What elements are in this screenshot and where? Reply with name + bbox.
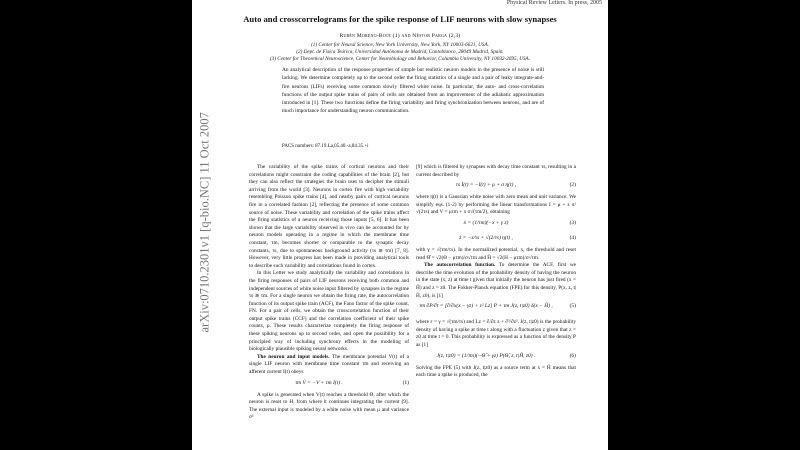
authors: Rubén Moreno-Bote (1) and Néstor Parga (2,3) xyxy=(339,33,461,39)
journal-note: Physical Review Letters. In press, 2005 xyxy=(506,0,602,6)
pacs-numbers: PACS numbers: 87.19.La,05.40.-a,84.35.+i xyxy=(282,144,369,149)
equation-4 xyxy=(416,232,576,247)
equation-2-number: (2) xyxy=(569,182,576,189)
affiliation-1: (1) Center for Neural Science, New York University, New York, NY 10003-6621, USA. xyxy=(311,42,489,48)
equation-3 xyxy=(416,217,576,232)
equation-6-number: (6) xyxy=(569,352,576,359)
intro-paragraph: The variability of the spike trains of cortical neurons and their correlations might constraint the coding capabilities of the brain [2], but they can also reflect the strategies the brain uses to decipher the stimuli arriving from the world [3]. Neurons in cortex fire with high variability resembling Poisson spike trains [4], and nearby pairs of cortical neurons fire in a correlated fashion [2], reflecting the presence of some common source of noise. These variability and correlation of the spike trains affect the firing statistics of a neuron receiving those inputs [5, 6]. It has been shown that the large variability observed in vivo can be accounted for by neuron models operating in a regime in which the membrane time constant, τm, becomes shorter or comparable to the synaptic decay constants, τs, due to spontaneous background activity (τs ≳ τm) [7, 8]. However, very little progress has been made in providing analytical tools to describe such variability and correlations found in cortex. xyxy=(249,164,409,269)
last-paragraph: Solving the FPE (5) with J(z, t|z0) as a source term at x = Ĥ means that each time a spike is produced, the xyxy=(416,364,576,379)
model-text: The membrane potential V(t) of a single LIF neuron with membrane time constant τm and receiving an afferent current I(t) obeys xyxy=(249,353,409,376)
model-paragraph xyxy=(249,354,409,377)
equation-2-body: τs İ(t) = −I(t) + μ + σ η(t) , xyxy=(455,182,517,189)
equation-3-number: (3) xyxy=(569,219,576,226)
equation-6 xyxy=(416,350,576,365)
equation-1-body: τm V̇ = −V + τm I(t) . xyxy=(295,379,343,386)
after-eq4-paragraph: with γ = √(τm/τs). In the normalized potential, x, the threshold and reset read Θ̂ = √2(Θ − μτm)/σ√τm and Ĥ = √2(H − μτm)/σ√τm. xyxy=(416,246,576,261)
after-eq1-paragraph: A spike is generated when V(t) reaches a threshold Θ, after which the neuron is reset to H, from where it continues integrating the current [9]. The external input is modeled by a white noise with mean μ and variance σ² xyxy=(249,391,409,421)
after-eq5-paragraph: where ε = γ = √(τm/τs) and Lz = ∂/∂z z + ∂²/∂z². J(z, t|z0) is the probability density of having a spike at time t along with a fluctuation z given that z = z0 at time t = 0. This probability is expressed as a function of the density P as [1] xyxy=(416,319,576,348)
equation-1 xyxy=(249,377,409,392)
arxiv-stamp: arXiv:0710.2301v1 [q-bio.NC] 11 Oct 2007 xyxy=(197,112,212,333)
left-column xyxy=(249,164,409,422)
after-eq2-paragraph: where η(t) is a Gaussian white noise with zero mean and unit variance. We simplify eqs. (1-2) by performing the linear transformations I = μ + z σ/√(2τs) and V = μτm + x σ√(τm/2), obtaining xyxy=(416,194,576,216)
equation-6-body: J(z, t|z0) = (1/τm)(−Θ̂ + γz) P(Θ̂, z, t|Ĥ, z0) . xyxy=(436,352,536,359)
paper-title: Auto and crosscorrelograms for the spike response of LIF neurons with slow synapses xyxy=(243,14,557,24)
affiliation-3: (3) Center for Theoretical Neuroscience, Center for Neurobiology and Behavior, Columbia University, NY 10032-2695, USA. xyxy=(269,56,531,62)
right-column xyxy=(416,164,576,380)
equation-5 xyxy=(416,300,576,319)
affiliation-2: (2) Dept. de Física Teórica, Universidad Autónoma de Madrid, Cantoblanco, 28049 Madrid, Spain. xyxy=(296,49,504,55)
equation-1-number: (1) xyxy=(402,379,409,386)
equation-3-body: ẋ = (1/τm)(−x + γ z) xyxy=(463,219,509,226)
right-intro: [9] which is filtered by synapses with decay time constant τs, resulting in a current described by xyxy=(416,164,576,178)
equation-4-number: (4) xyxy=(569,234,576,241)
second-paragraph: In this Letter we study analytically the variability and correlations in the firing responses of pairs of LIF neurons receiving both common and independent sources of white noise input filtered by synapses in the regime τs ≳ τm. For a single neuron we obtain the firing rate, the autocorrelation function of its output spike train (ACF), the Fano factor of the spike count, FN. For a pair of cells, we obtain the crosscorrelation function of their output spike trains (CCF) and the correlation coefficient of their spike counts, ρ. These results characterize completely the firing response of these spiking neurons up to second order, and open the possibility for a principled way of including synchrony effects in the modeling of biologically plausible spiking neural networks. xyxy=(249,270,409,353)
section-heading-acf: The autocorrelation function. xyxy=(424,262,496,269)
abstract: An analytical description of the response properties of simple but realistic neuron models in the presence of noise is still lacking. We determine completely up to the second order the firing statistics of a single and a pair of leaky integrate-and-fire neurons (LIFs) receiving some common slowly filtered white noise. In particular, the auto- and cross-correlation functions of the output spike trains of pairs of cells are obtained from an improvement of the adiabatic approximation introduced in [1]. These two functions define the firing variability and firing synchronization between neurons, and are of much importance for understanding neuron communication. xyxy=(282,67,544,115)
equation-2 xyxy=(416,179,576,194)
equation-4-body: ż = −z/τs + √(2/τs) η(t) , xyxy=(459,234,513,241)
acf-text: To determine the ACF, first we describe the time evolution of the probability density of having the neuron in the state (x, z) at time t given that initially the neuron has just fired (x = Ĥ) and z = z0. The Fokker-Planck equation (FPE) for this density, P(x, z, t|Ĥ, z0), is [1] xyxy=(416,262,576,299)
equation-5-number: (5) xyxy=(569,303,576,310)
acf-paragraph xyxy=(416,262,576,300)
section-heading-models: The neuron and input models. xyxy=(257,353,330,360)
paper-page xyxy=(192,0,608,450)
equation-5-body: τm ∂P/∂t = [∂/∂x(x − γz) + ε² Lz] P + τm J(z, t|z0) δ(x − Ĥ) , xyxy=(419,303,553,310)
